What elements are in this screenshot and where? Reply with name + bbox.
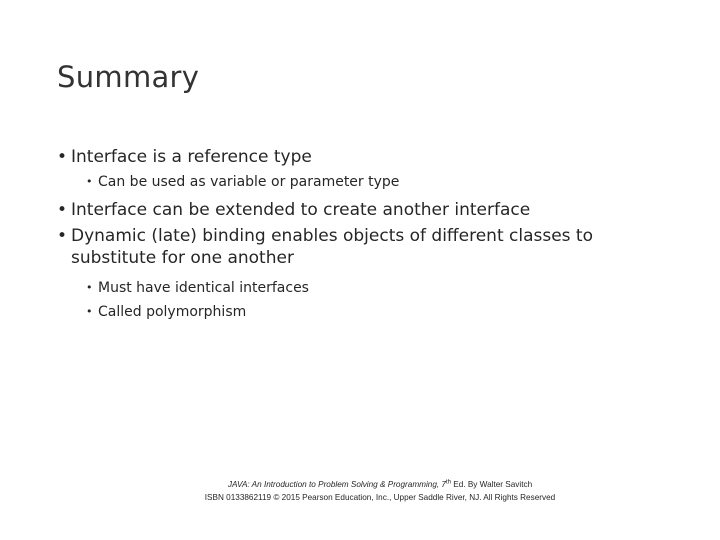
footer-book-title: JAVA: An Introduction to Problem Solving & Programming, 7 [227,480,446,489]
subbullet-identical-interfaces: • Must have identical interfaces [86,277,657,299]
subbullet-variable-parameter-type: • Can be used as variable or parameter type [86,171,657,193]
footer-citation [140,478,620,491]
bullet-dynamic-binding: • Dynamic (late) binding enables objects of different classes to substitute for one another [57,225,657,269]
subbullet-polymorphism: • Called polymorphism [86,301,657,323]
slide-title: Summary [57,60,200,94]
footer-copyright: ISBN 0133862119 © 2015 Pearson Education, Inc., Upper Saddle River, NJ. All Rights Reserved [204,493,556,502]
bullet-interface-extended: • Interface can be extended to create another interface [57,199,657,221]
bullet-list [57,146,657,323]
slide-footer [140,478,620,504]
bullet-interface-reference-type: • Interface is a reference type [57,146,657,168]
footer-edition-author: Ed. By Walter Savitch [451,480,533,489]
footer-edition-sup: th [445,479,451,486]
